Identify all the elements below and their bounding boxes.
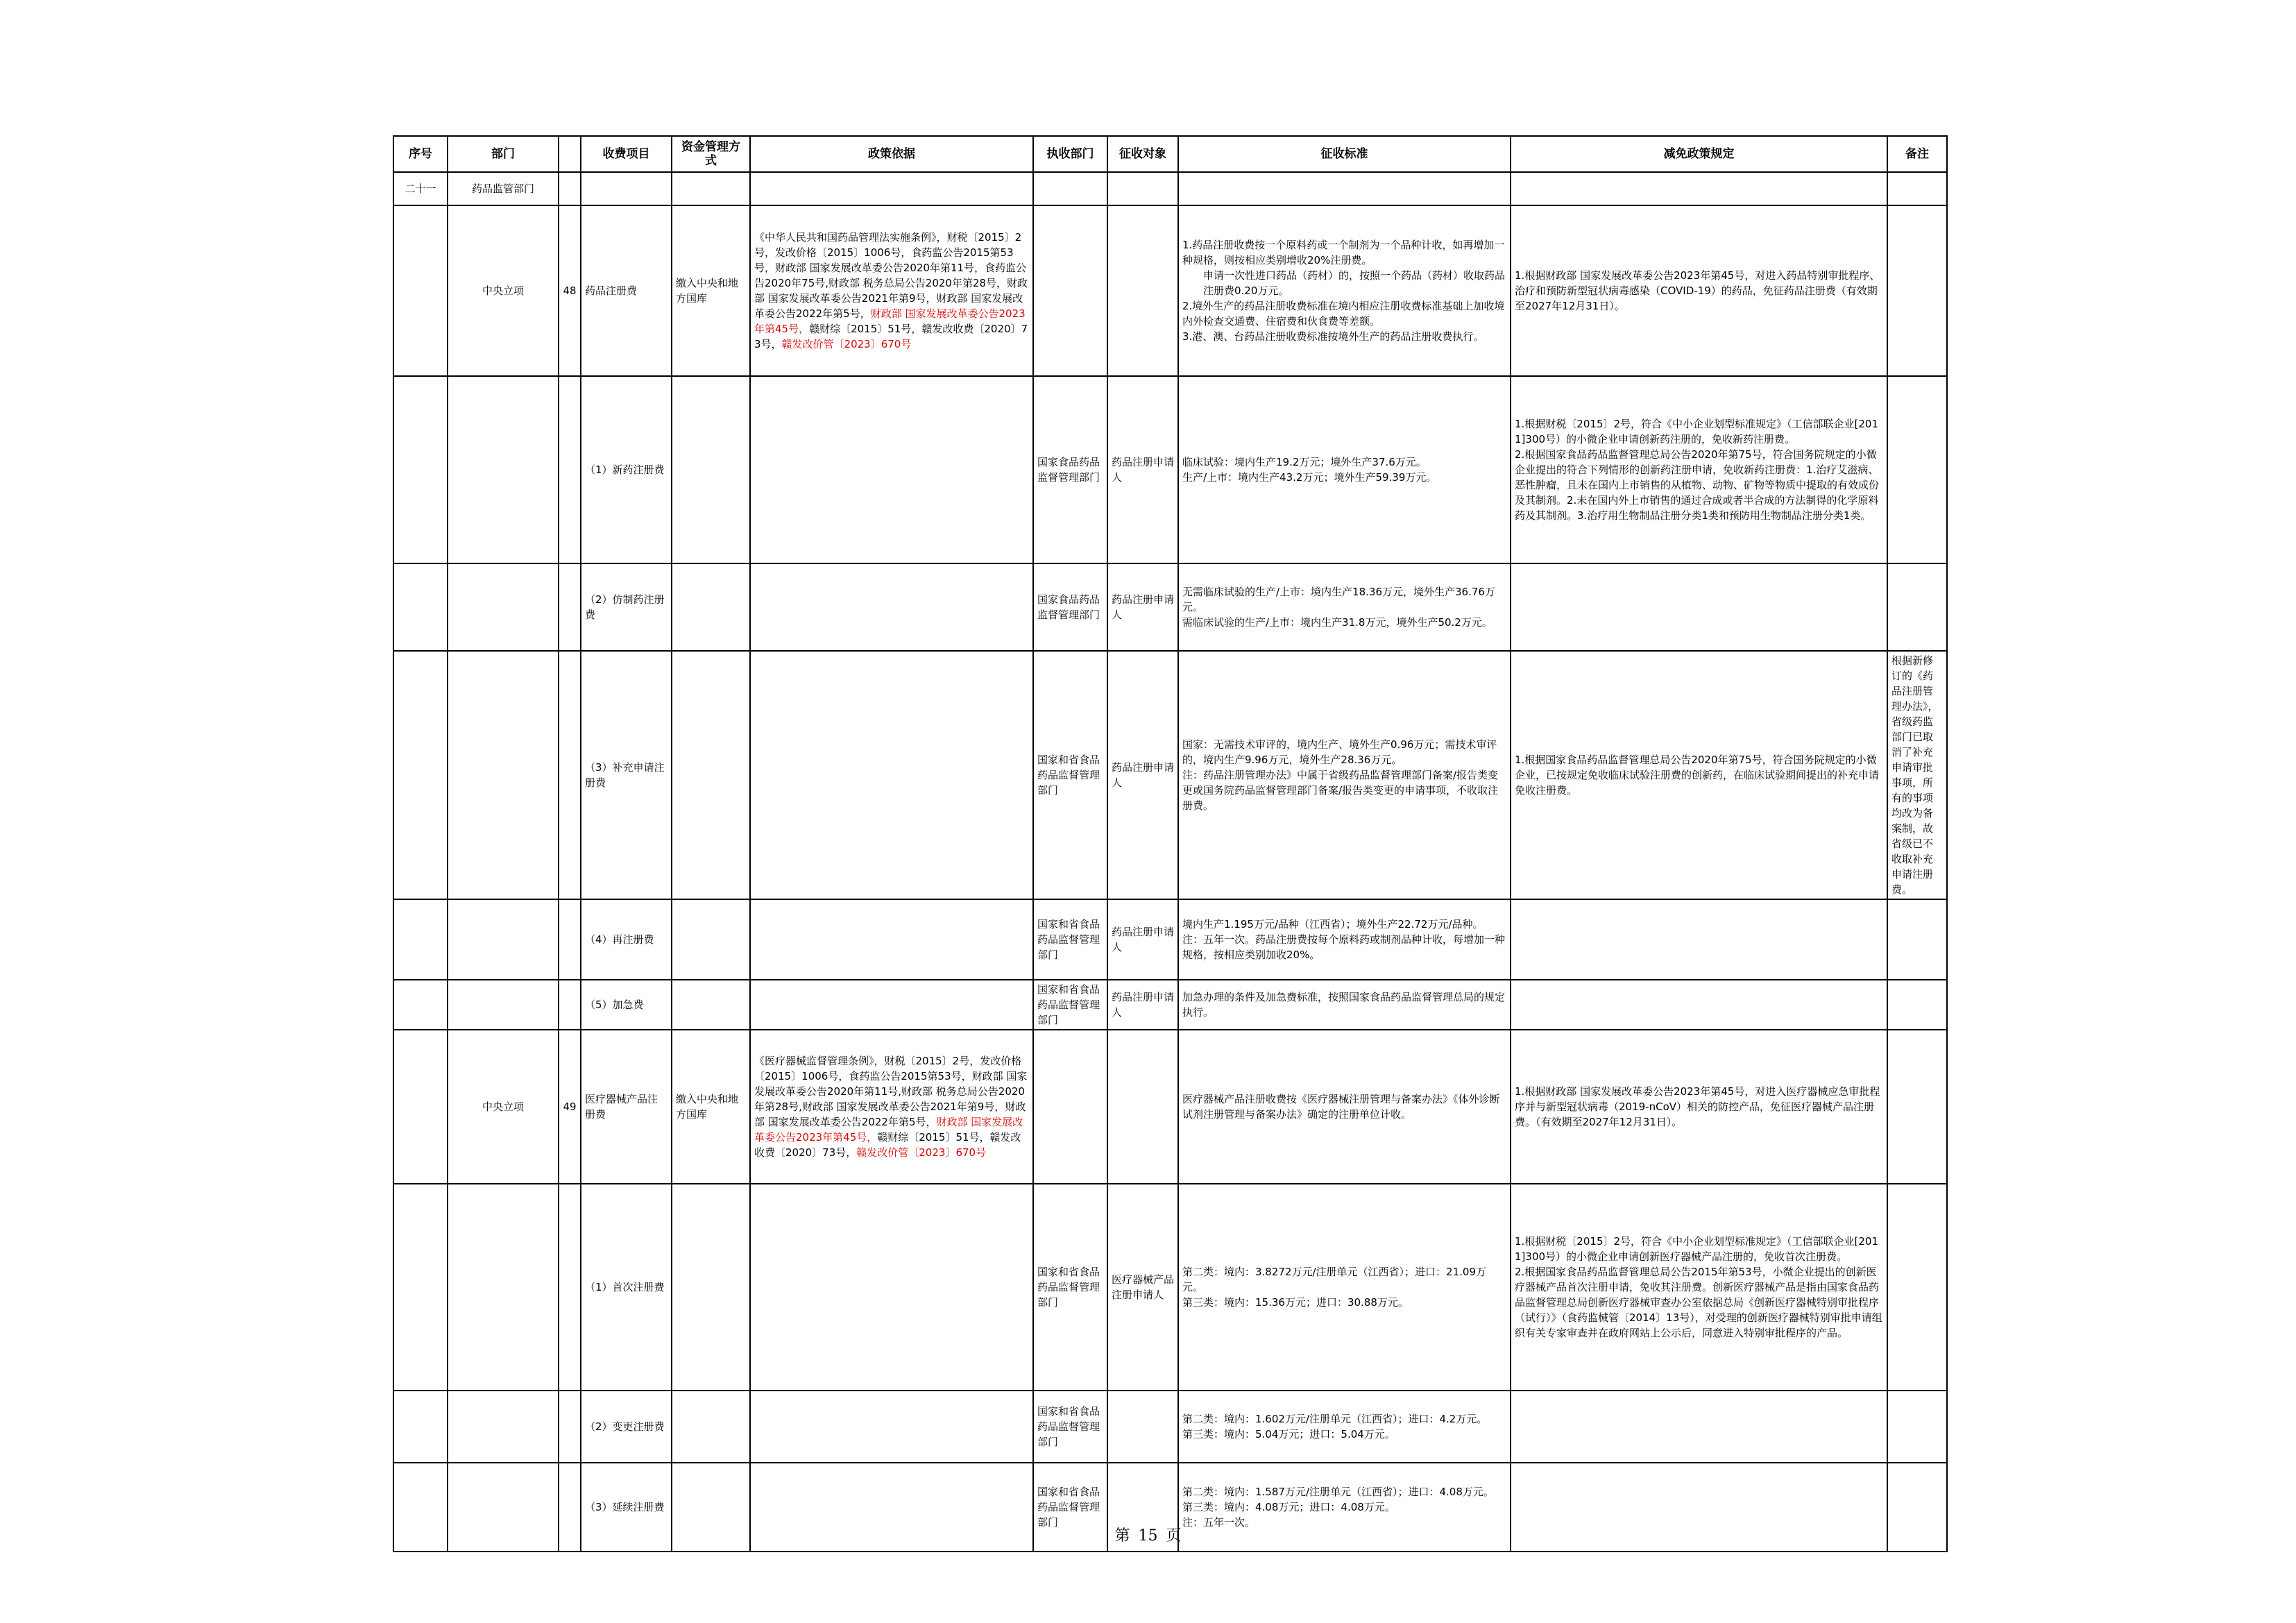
col-header-obj: 征收对象 xyxy=(1107,136,1178,172)
relief-policy: 1.根据财政部 国家发展改革委公告2023年第45号，对进入药品特别审批程序、治疗和预防新型冠状病毒感染（COVID-19）的药品，免征药品注册费（有效期至2027年12月31日）。 xyxy=(1511,205,1887,376)
exec-dept: 国家和省食品药品监督管理部门 xyxy=(1033,899,1107,980)
relief-policy: 1.根据国家食品药品监督管理总局公告2020年第75号，符合国务院规定的小微企业，已按规定免收临床试验注册费的创新药，在临床试验期间提出的补充申请免收注册费。 xyxy=(1511,651,1887,899)
standard-line: 第三类：境内：5.04万元；进口：5.04万元。 xyxy=(1182,1428,1395,1441)
basis-highlight: 财政部 国家发展改革委公告2023年第45号， xyxy=(754,1116,1023,1144)
basis-text: 赣财综〔2015〕51号，赣发改收费〔2020〕73号， xyxy=(754,323,1028,350)
relief-line: 1.根据财税〔2015〕2号，符合《中小企业划型标准规定》（工信部联企业[2011]300号）的小微企业申请创新药注册的，免收新药注册费。 xyxy=(1515,418,1879,445)
col-header-basis: 政策依据 xyxy=(750,136,1033,172)
standard-line: 2.境外生产的药品注册收费标准在境内相应注册收费标准基础上加收境内外检查交通费、住宿费和伙食费等差额。 xyxy=(1182,300,1505,328)
section-seq: 二十一 xyxy=(393,172,448,205)
basis-text: 《中华人民共和国药品管理法实施条例》，财税〔2015〕2号，发改价格〔2015〕1006号，食药监公告2015第53号，财政部 国家发展改革委公告2020年第11号，食药监公告2020年75号,财政部 税务总局公告2020年第28号，财政部 国家发展改革委公告2021年第9号，财政部 国家发展改革委公告2022年第5号， xyxy=(754,231,1028,320)
relief-policy xyxy=(1511,1184,1887,1391)
standard-line: 注：五年一次。 xyxy=(1182,1516,1256,1529)
collect-object: 药品注册申请人 xyxy=(1107,899,1178,980)
exec-dept: 国家和省食品药品监督管理部门 xyxy=(1033,1463,1107,1552)
relief-line: 2.根据国家食品药品监督管理总局公告2015年第53号，小微企业提出的创新医疗器械产品首次注册申请，免收其注册费。创新医疗器械产品是指由国家食品药品监督管理总局创新医疗器械审查办公室依据总局《创新医疗器械特别审批程序（试行）》（食药监械管〔2014〕13号），对受理的创新医疗器械特别审批申请组织有关专家审查并在政府网站上公示后，同意进入特别审批程序的产品。 xyxy=(1515,1266,1882,1339)
page-prefix: 第 xyxy=(1114,1527,1130,1545)
standard-line: 第二类：境内：1.587万元/注册单元（江西省）；进口：4.08万元。 xyxy=(1182,1486,1494,1498)
standard: 加急办理的条件及加急费标准，按照国家食品药品监督管理总局的规定执行。 xyxy=(1178,980,1511,1030)
collect-object: 药品注册申请人 xyxy=(1107,376,1178,563)
table-row xyxy=(393,1184,1947,1391)
standard xyxy=(1178,651,1511,899)
standard-line: 第三类：境内：4.08万元；进口：4.08万元。 xyxy=(1182,1501,1395,1513)
fee-item: （1）新药注册费 xyxy=(581,376,672,563)
row-dept: 中央立项 xyxy=(448,205,559,376)
fee-item: 药品注册费 xyxy=(581,205,672,376)
table-row xyxy=(393,980,1947,1030)
collect-object: 医疗器械产品注册申请人 xyxy=(1107,1184,1178,1391)
fee-item: （2）变更注册费 xyxy=(581,1391,672,1463)
exec-dept: 国家和省食品药品监督管理部门 xyxy=(1033,1184,1107,1391)
table-row xyxy=(393,376,1947,563)
standard xyxy=(1178,376,1511,563)
basis-text: 赣财综〔2015〕51号，赣发改收费〔2020〕73号， xyxy=(754,1131,1021,1159)
section-dept: 药品监管部门 xyxy=(448,172,559,205)
standard-line: 临床试验：境内生产19.2万元；境外生产37.6万元。 xyxy=(1182,456,1427,468)
remark: 根据新修订的《药品注册管理办法》，省级药监部门已取消了补充申请审批事项，所有的事项均改为备案制，故省级已不收取补充申请注册费。 xyxy=(1887,651,1947,899)
header-row xyxy=(393,136,1947,172)
fee-item: 医疗器械产品注册费 xyxy=(581,1030,672,1184)
exec-dept: 国家和省食品药品监督管理部门 xyxy=(1033,980,1107,1030)
standard-line: 3.港、澳、台药品注册收费标准按境外生产的药品注册收费执行。 xyxy=(1182,330,1484,343)
policy-basis xyxy=(750,205,1033,376)
standard xyxy=(1178,899,1511,980)
col-header-exec: 执收部门 xyxy=(1033,136,1107,172)
standard-line: 境内生产1.195万元/品种（江西省）；境外生产22.72万元/品种。 xyxy=(1182,918,1483,931)
col-header-fund: 资金管理方式 xyxy=(672,136,750,172)
col-header-item: 收费项目 xyxy=(581,136,672,172)
standard-line: 生产/上市：境内生产43.2万元；境外生产59.39万元。 xyxy=(1182,471,1437,484)
standard xyxy=(1178,563,1511,651)
basis-text: 《医疗器械监督管理条例》，财税〔2015〕2号，发改价格〔2015〕1006号，食药监公告2015第53号，财政部 国家发展改革委公告2020年第11号,财政部 税务总局公告2020年第28号,财政部 国家发展改革委公告2021年第9号，财政部 国家发展改革委公告2022年第5号， xyxy=(754,1055,1028,1128)
standard-line: 申请一次性进口药品（药材）的，按照一个药品（药材）收取药品注册费0.20万元。 xyxy=(1203,269,1506,297)
fee-item: （5）加急费 xyxy=(581,980,672,1030)
standard-line: 第二类：境内：3.8272万元/注册单元（江西省）；进口：21.09万元。 xyxy=(1182,1266,1486,1293)
col-header-note: 备注 xyxy=(1887,136,1947,172)
page-suffix: 页 xyxy=(1166,1527,1182,1545)
standard-line: 1.药品注册收费按一个原料药或一个制剂为一个品种计收，如再增加一种规格，则按相应类别增收20%注册费。 xyxy=(1182,239,1505,266)
exec-dept: 国家食品药品监督管理部门 xyxy=(1033,376,1107,563)
standard-line: 注：五年一次。药品注册费按每个原料药或制剂品种计收，每增加一种规格，按相应类别加收20%。 xyxy=(1182,933,1506,961)
standard-line: 第三类：境内：15.36万元；进口：30.88万元。 xyxy=(1182,1296,1409,1309)
fee-item: （4）再注册费 xyxy=(581,899,672,980)
table-row xyxy=(393,1030,1947,1184)
row-number: 49 xyxy=(559,1030,581,1184)
exec-dept: 国家食品药品监督管理部门 xyxy=(1033,563,1107,651)
col-header-relief: 减免政策规定 xyxy=(1511,136,1887,172)
row-number: 48 xyxy=(559,205,581,376)
fee-table xyxy=(393,135,1948,1552)
row-dept: 中央立项 xyxy=(448,1030,559,1184)
exec-dept: 国家和省食品药品监督管理部门 xyxy=(1033,1391,1107,1463)
collect-object: 药品注册申请人 xyxy=(1107,980,1178,1030)
exec-dept: 国家和省食品药品监督管理部门 xyxy=(1033,651,1107,899)
col-header-std: 征收标准 xyxy=(1178,136,1511,172)
standard xyxy=(1178,1184,1511,1391)
table-row xyxy=(393,651,1947,899)
relief-line: 1.根据财税〔2015〕2号，符合《中小企业划型标准规定》（工信部联企业[2011]300号）的小微企业申请创新医疗器械产品注册的，免收首次注册费。 xyxy=(1515,1235,1879,1263)
col-header-blank xyxy=(559,136,581,172)
section-row xyxy=(393,172,1947,205)
fee-item: （2）仿制药注册费 xyxy=(581,563,672,651)
basis-highlight: 赣发改价管〔2023〕670号 xyxy=(856,1146,987,1159)
col-header-seq: 序号 xyxy=(393,136,448,172)
fund-method: 缴入中央和地方国库 xyxy=(672,205,750,376)
fund-method: 缴入中央和地方国库 xyxy=(672,1030,750,1184)
standard-line: 需临床试验的生产/上市：境内生产31.8万元，境外生产50.2万元。 xyxy=(1182,616,1493,629)
standard-line: 无需临床试验的生产/上市：境内生产18.36万元，境外生产36.76万元。 xyxy=(1182,586,1495,613)
page-number xyxy=(1041,1524,1255,1545)
basis-highlight: 财政部 国家发展改革委公告2023年第45号， xyxy=(754,307,1026,335)
policy-basis xyxy=(750,1030,1033,1184)
relief-policy xyxy=(1511,376,1887,563)
collect-object: 药品注册申请人 xyxy=(1107,563,1178,651)
fee-item: （1）首次注册费 xyxy=(581,1184,672,1391)
standard: 医疗器械产品注册收费按《医疗器械注册管理与备案办法》《体外诊断试剂注册管理与备案办法》确定的注册单位计收。 xyxy=(1178,1030,1511,1184)
fee-item: （3）补充申请注册费 xyxy=(581,651,672,899)
table-row xyxy=(393,1391,1947,1463)
standard-line: 注：药品注册管理办法》中属于省级药品监督管理部门备案/报告类变更或国务院药品监督管理部门备案/报告类变更的申请事项，不收取注册费。 xyxy=(1182,769,1499,812)
basis-highlight: 赣发改价管〔2023〕670号 xyxy=(781,338,912,350)
standard xyxy=(1178,205,1511,376)
table-row xyxy=(393,899,1947,980)
standard-line: 国家：无需技术审评的，境内生产、境外生产0.96万元；需技术审评的，境内生产9.96万元，境外生产28.36万元。 xyxy=(1182,738,1497,766)
table-row xyxy=(393,563,1947,651)
fee-item: （3）延续注册费 xyxy=(581,1463,672,1552)
standard-line: 第二类：境内：1.602万元/注册单元（江西省）；进口：4.2万元。 xyxy=(1182,1413,1488,1425)
page-number-value: 15 xyxy=(1138,1527,1158,1545)
relief-line: 2.根据国家食品药品监督管理总局公告2020年第75号，符合国务院规定的小微企业提出的符合下列情形的创新药注册申请，免收新药注册费：1.治疗艾滋病、恶性肿瘤，且未在国内上市销售的从植物、动物、矿物等物质中提取的有效成份及其制剂。2.未在国内外上市销售的通过合成或者半合成的方法制得的化学原料药及其制剂。3.治疗用生物制品注册分类1类和预防用生物制品注册分类1类。 xyxy=(1515,448,1880,522)
standard xyxy=(1178,1391,1511,1463)
table-row xyxy=(393,205,1947,376)
collect-object: 药品注册申请人 xyxy=(1107,651,1178,899)
col-header-dept: 部门 xyxy=(448,136,559,172)
relief-policy: 1.根据财政部 国家发展改革委公告2023年第45号，对进入医疗器械应急审批程序并与新型冠状病毒（2019-nCoV）相关的防控产品，免征医疗器械产品注册费。（有效期至2027年12月31日）。 xyxy=(1511,1030,1887,1184)
